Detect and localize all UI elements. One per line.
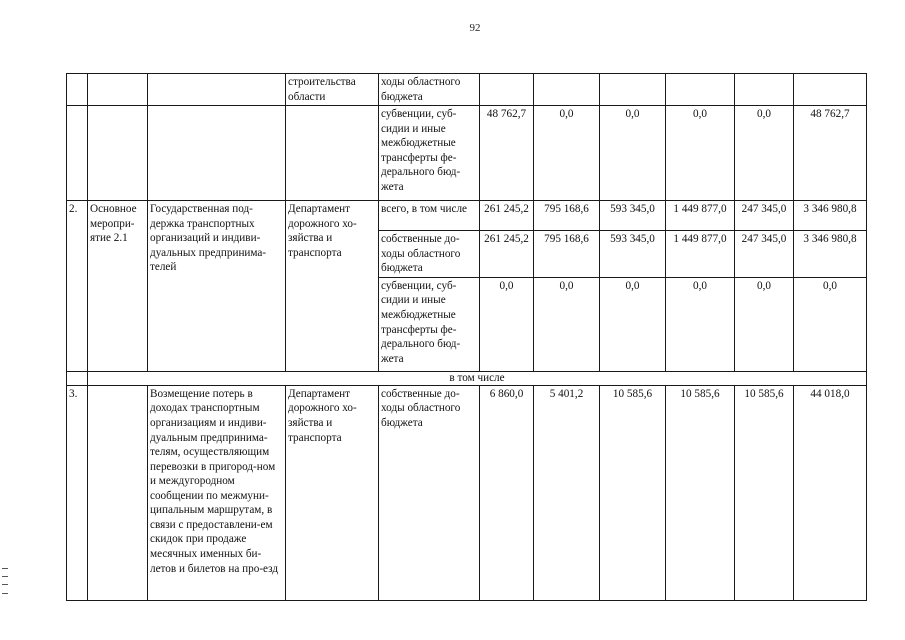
page-number: 92	[469, 22, 481, 34]
cell-value	[534, 74, 600, 106]
cell-value: 0,0	[735, 277, 794, 371]
cell-value: 48 762,7	[794, 106, 867, 201]
cell-value: 0,0	[534, 277, 600, 371]
cell-kind	[88, 74, 148, 106]
cell-value: 0,0	[480, 277, 534, 371]
margin-binding-marks	[2, 568, 8, 594]
cell-value: 261 245,2	[480, 231, 534, 278]
section-including-label: в том числе	[88, 371, 867, 385]
cell-value: 1 449 877,0	[666, 231, 735, 278]
cell-value: 0,0	[534, 106, 600, 201]
cell-title	[148, 106, 286, 201]
cell-value: 261 245,2	[480, 201, 534, 231]
cell-kind	[88, 385, 148, 600]
cell-value: 6 860,0	[480, 385, 534, 600]
cell-value: 10 585,6	[666, 385, 735, 600]
cell-value: 795 168,6	[534, 231, 600, 278]
cell-title	[148, 74, 286, 106]
cell-value: 0,0	[666, 106, 735, 201]
cell-value	[480, 74, 534, 106]
cell-value: 3 346 980,8	[794, 201, 867, 231]
cell-source: собственные до-ходы областного бюджета	[379, 231, 480, 278]
cell-value: 593 345,0	[600, 231, 666, 278]
cell-value: 593 345,0	[600, 201, 666, 231]
cell-source: всего, в том числе	[379, 201, 480, 231]
cell-title: Государственная под-держка транспортных организаций и индиви-дуальных предпринима-телей	[148, 201, 286, 372]
cell-source: ходы областного бюджета	[379, 74, 480, 106]
cell-num: 2.	[67, 201, 88, 372]
cell-value	[600, 74, 666, 106]
cell-value: 5 401,2	[534, 385, 600, 600]
cell-num	[67, 106, 88, 201]
table-row	[67, 385, 867, 600]
cell-value: 247 345,0	[735, 201, 794, 231]
table-row	[67, 201, 867, 231]
cell-value	[666, 74, 735, 106]
cell-source: собственные до-ходы областного бюджета	[379, 385, 480, 600]
cell-source: субвенции, суб-сидии и иные межбюджетные трансферты фе-дерального бюд-жета	[379, 277, 480, 371]
cell-executor: строительства области	[286, 74, 379, 106]
cell-value: 3 346 980,8	[794, 231, 867, 278]
cell-value: 44 018,0	[794, 385, 867, 600]
cell-kind: Основное меропри-ятие 2.1	[88, 201, 148, 372]
cell-value: 0,0	[666, 277, 735, 371]
cell-title: Возмещение потерь в доходах транспортным организациям и индиви-дуальным предпринима-телям, осуществляющим перевозки в пригород-ном и междугородном сообщении по межмуни-ципальным маршрутам, в связи с предоставлени-ем скидок при продаже месячных именных би-летов и билетов на про-езд	[148, 385, 286, 600]
cell-value: 795 168,6	[534, 201, 600, 231]
cell-num	[67, 74, 88, 106]
cell-value: 10 585,6	[735, 385, 794, 600]
cell-source: субвенции, суб-сидии и иные межбюджетные трансферты фе-дерального бюд-жета	[379, 106, 480, 201]
cell-value: 10 585,6	[600, 385, 666, 600]
table-row	[67, 74, 867, 106]
cell-executor: Департамент дорожного хо-зяйства и транспорта	[286, 385, 379, 600]
cell-num: 3.	[67, 385, 88, 600]
cell-executor	[286, 106, 379, 201]
budget-table	[66, 73, 867, 601]
cell-value: 0,0	[600, 106, 666, 201]
cell-value: 247 345,0	[735, 231, 794, 278]
cell-value	[735, 74, 794, 106]
cell-value: 48 762,7	[480, 106, 534, 201]
cell-value: 0,0	[794, 277, 867, 371]
cell-executor: Департамент дорожного хо-зяйства и транспорта	[286, 201, 379, 372]
table-row	[67, 371, 867, 385]
cell-value: 1 449 877,0	[666, 201, 735, 231]
cell-kind	[88, 106, 148, 201]
table-row	[67, 106, 867, 201]
cell-value: 0,0	[600, 277, 666, 371]
cell-num	[67, 371, 88, 385]
cell-value: 0,0	[735, 106, 794, 201]
cell-value	[794, 74, 867, 106]
